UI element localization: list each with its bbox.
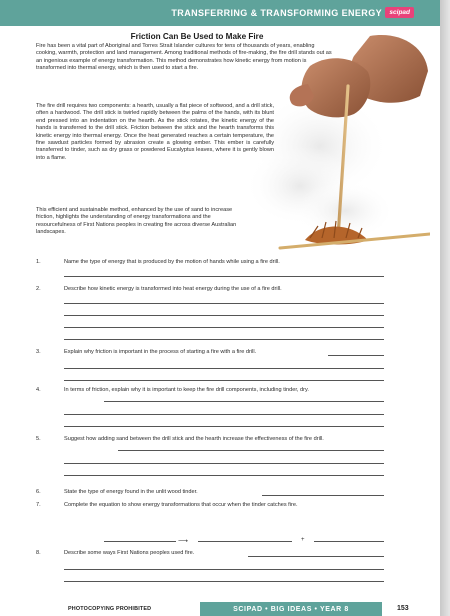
question-number: 1. — [36, 259, 41, 265]
question-text: Name the type of energy that is produced by the motion of hands while using a fire drill. — [64, 259, 280, 265]
footer-bar — [200, 602, 382, 616]
section-title: TRANSFERRING & TRANSFORMING ENERGY — [171, 8, 382, 18]
question-text: In terms of friction, explain why it is important to keep the fire drill components, including tinder, dry. — [64, 387, 309, 393]
equation-blank-3[interactable] — [314, 541, 384, 542]
brand-logo: scipad — [385, 7, 414, 18]
page-edge — [440, 0, 450, 616]
question-text: Describe some ways First Nations peoples used fire. — [64, 550, 195, 556]
equation-blank-2[interactable] — [198, 541, 292, 542]
answer-line[interactable] — [64, 368, 384, 369]
intro-paragraph: Fire has been a vital part of Aboriginal and Torres Strait Islander cultures for tens of thousands of years, enabling cooking, warmth, protection and land management. Among traditional methods of fire-making, the fire drill stands out as an ingenious example of energy transformation. This method demonstrates how kinetic energy from motion is transformed into thermal energy, which is then used to start a fire. — [36, 43, 332, 72]
fire-drill-paragraph: The fire drill requires two components: a hearth, usually a flat piece of softwood, and a drill stick, often a hardwood. The drill stick is twirled rapidly between the palms of the hands, with its blunt end pressed into an indentation on the hearth. As the stick rotates, the kinetic energy of the hands is transferred to the drill stick. Friction between the stick and the hearth transforms this kinetic energy into thermal energy. Once the heat generated reaches a certain temperature, the fine sawdust particles formed by abrasion create a glowing ember. This ember is carefully transferred to tinder, such as dry grass or powdered Eucalyptus leaves, where it is gently blown into a flame. — [36, 103, 274, 161]
question-text: Explain why friction is important in the process of starting a fire with a fire drill. — [64, 349, 257, 355]
question-number: 3. — [36, 349, 41, 355]
answer-line[interactable] — [64, 569, 384, 570]
answer-line[interactable] — [248, 556, 384, 557]
header-bar — [0, 0, 440, 26]
answer-line[interactable] — [262, 495, 384, 496]
plus-sign: + — [301, 537, 305, 543]
answer-line[interactable] — [64, 276, 384, 277]
answer-line[interactable] — [64, 426, 384, 427]
answer-line[interactable] — [64, 414, 384, 415]
article-title: Friction Can Be Used to Make Fire — [130, 32, 264, 41]
question-text: Complete the equation to show energy transformations that occur when the tinder catches fire. — [64, 502, 298, 508]
conclusion-paragraph: This efficient and sustainable method, enhanced by the use of sand to increase friction, highlights the understanding of energy transformations and the resourcefulness of First Nations peoples in creating fire across diverse Australian landscapes. — [36, 207, 237, 236]
answer-line[interactable] — [64, 327, 384, 328]
question-text: Suggest how adding sand between the drill stick and the hearth increase the effectiveness of the fire drill. — [64, 436, 324, 442]
arrow-icon: ⟶ — [178, 538, 189, 545]
answer-line[interactable] — [64, 315, 384, 316]
answer-line[interactable] — [118, 450, 384, 451]
question-number: 2. — [36, 286, 41, 292]
question-number: 8. — [36, 550, 41, 556]
answer-line[interactable] — [64, 475, 384, 476]
question-number: 6. — [36, 489, 41, 495]
equation-blank-1[interactable] — [104, 541, 176, 542]
question-number: 7. — [36, 502, 41, 508]
question-text: State the type of energy found in the unlit wood tinder. — [64, 489, 198, 495]
answer-line[interactable] — [64, 339, 384, 340]
copyright-notice: PHOTOCOPYING PROHIBITED — [68, 606, 152, 612]
answer-line[interactable] — [328, 355, 384, 356]
question-number: 4. — [36, 387, 41, 393]
answer-line[interactable] — [64, 303, 384, 304]
series-title: SCIPAD • BIG IDEAS • YEAR 8 — [233, 606, 349, 613]
question-text: Describe how kinetic energy is transformed into heat energy during the use of a fire drill. — [64, 286, 282, 292]
answer-line[interactable] — [64, 463, 384, 464]
question-number: 5. — [36, 436, 41, 442]
answer-line[interactable] — [64, 581, 384, 582]
answer-line[interactable] — [64, 380, 384, 381]
energy-equation — [0, 537, 440, 547]
page-number: 153 — [397, 605, 409, 612]
answer-line[interactable] — [104, 401, 384, 402]
